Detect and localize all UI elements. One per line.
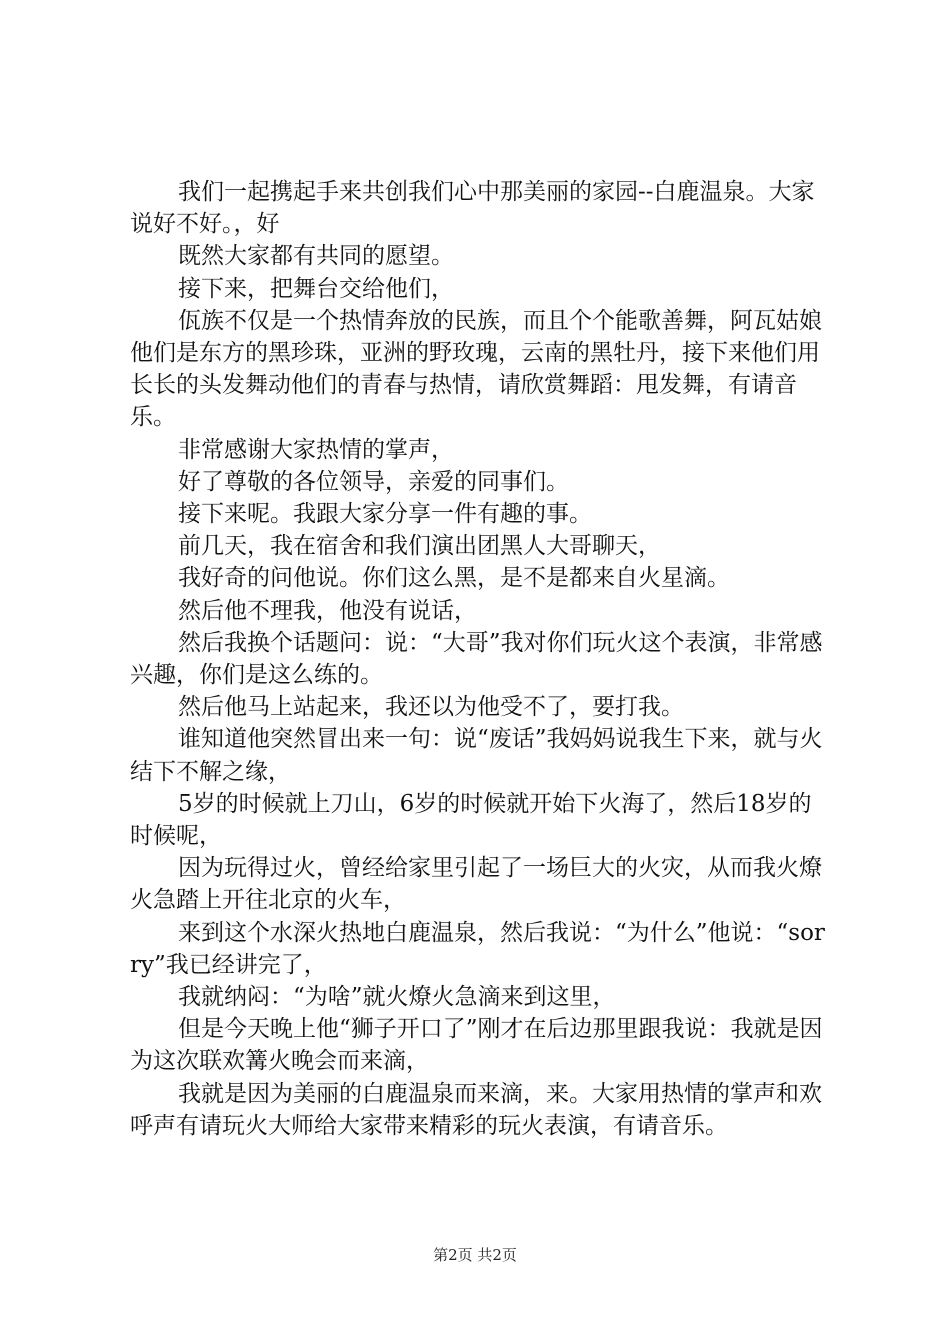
paragraph: 好了尊敬的各位领导，亲爱的同事们。 [178, 468, 569, 495]
paragraph: 非常感谢大家热情的掌声， [178, 436, 454, 463]
page-footer [0, 1244, 950, 1265]
paragraph: 然后他不理我，他没有说话， [178, 597, 477, 624]
paragraph: 既然大家都有共同的愿望。 [178, 243, 454, 270]
paragraph: 我好奇的问他说。你们这么黑，是不是都来自火星滴。 [178, 565, 730, 592]
paragraph: 接下来，把舞台交给他们， [178, 275, 454, 302]
paragraph: 谁知道他突然冒出来一句：说“废话”我妈妈说我生下来，就与火结下不解之缘， [130, 726, 823, 785]
page-number: 第2页 共2页 [433, 1246, 517, 1264]
paragraph: 然后他马上站起来，我还以为他受不了，要打我。 [178, 694, 684, 721]
paragraph: 5岁的时候就上刀山，6岁的时候就开始下火海了，然后18岁的时候呢， [130, 790, 812, 850]
paragraph: 佤族不仅是一个热情奔放的民族，而且个个能歌善舞，阿瓦姑娘他们是东方的黑珍珠，亚洲的野玫瑰，云南的黑牡丹，接下来他们用长长的头发舞动他们的青春与热情，请欣赏舞蹈：甩发舞，有请音乐。 [130, 307, 822, 431]
paragraph: 前几天，我在宿舍和我们演出团黑人大哥聊天， [178, 533, 661, 560]
document-body [130, 176, 834, 1142]
paragraph: 我们一起携起手来共创我们心中那美丽的家园--白鹿温泉。大家说好不好。，好 [130, 179, 815, 238]
paragraph: 接下来呢。我跟大家分享一件有趣的事。 [178, 501, 592, 528]
paragraph: 但是今天晚上他“狮子开口了”刚才在后边那里跟我说：我就是因为这次联欢篝火晚会而来滴， [130, 1016, 823, 1075]
paragraph: 然后我换个话题问：说：“大哥”我对你们玩火这个表演，非常感兴趣，你们是这么练的。 [130, 629, 823, 689]
paragraph: 我就是因为美丽的白鹿温泉而来滴，来。大家用热情的掌声和欢呼声有请玩火大师给大家带来精彩的玩火表演，有请音乐。 [130, 1080, 822, 1139]
paragraph: 来到这个水深火热地白鹿温泉，然后我说：“为什么”他说：“sorry”我已经讲完了， [130, 919, 825, 978]
paragraph: 因为玩得过火，曾经给家里引起了一场巨大的火灾，从而我火燎火急踏上开往北京的火车， [130, 855, 822, 914]
paragraph: 我就纳闷：“为啥”就火燎火急滴来到这里， [178, 984, 616, 1011]
